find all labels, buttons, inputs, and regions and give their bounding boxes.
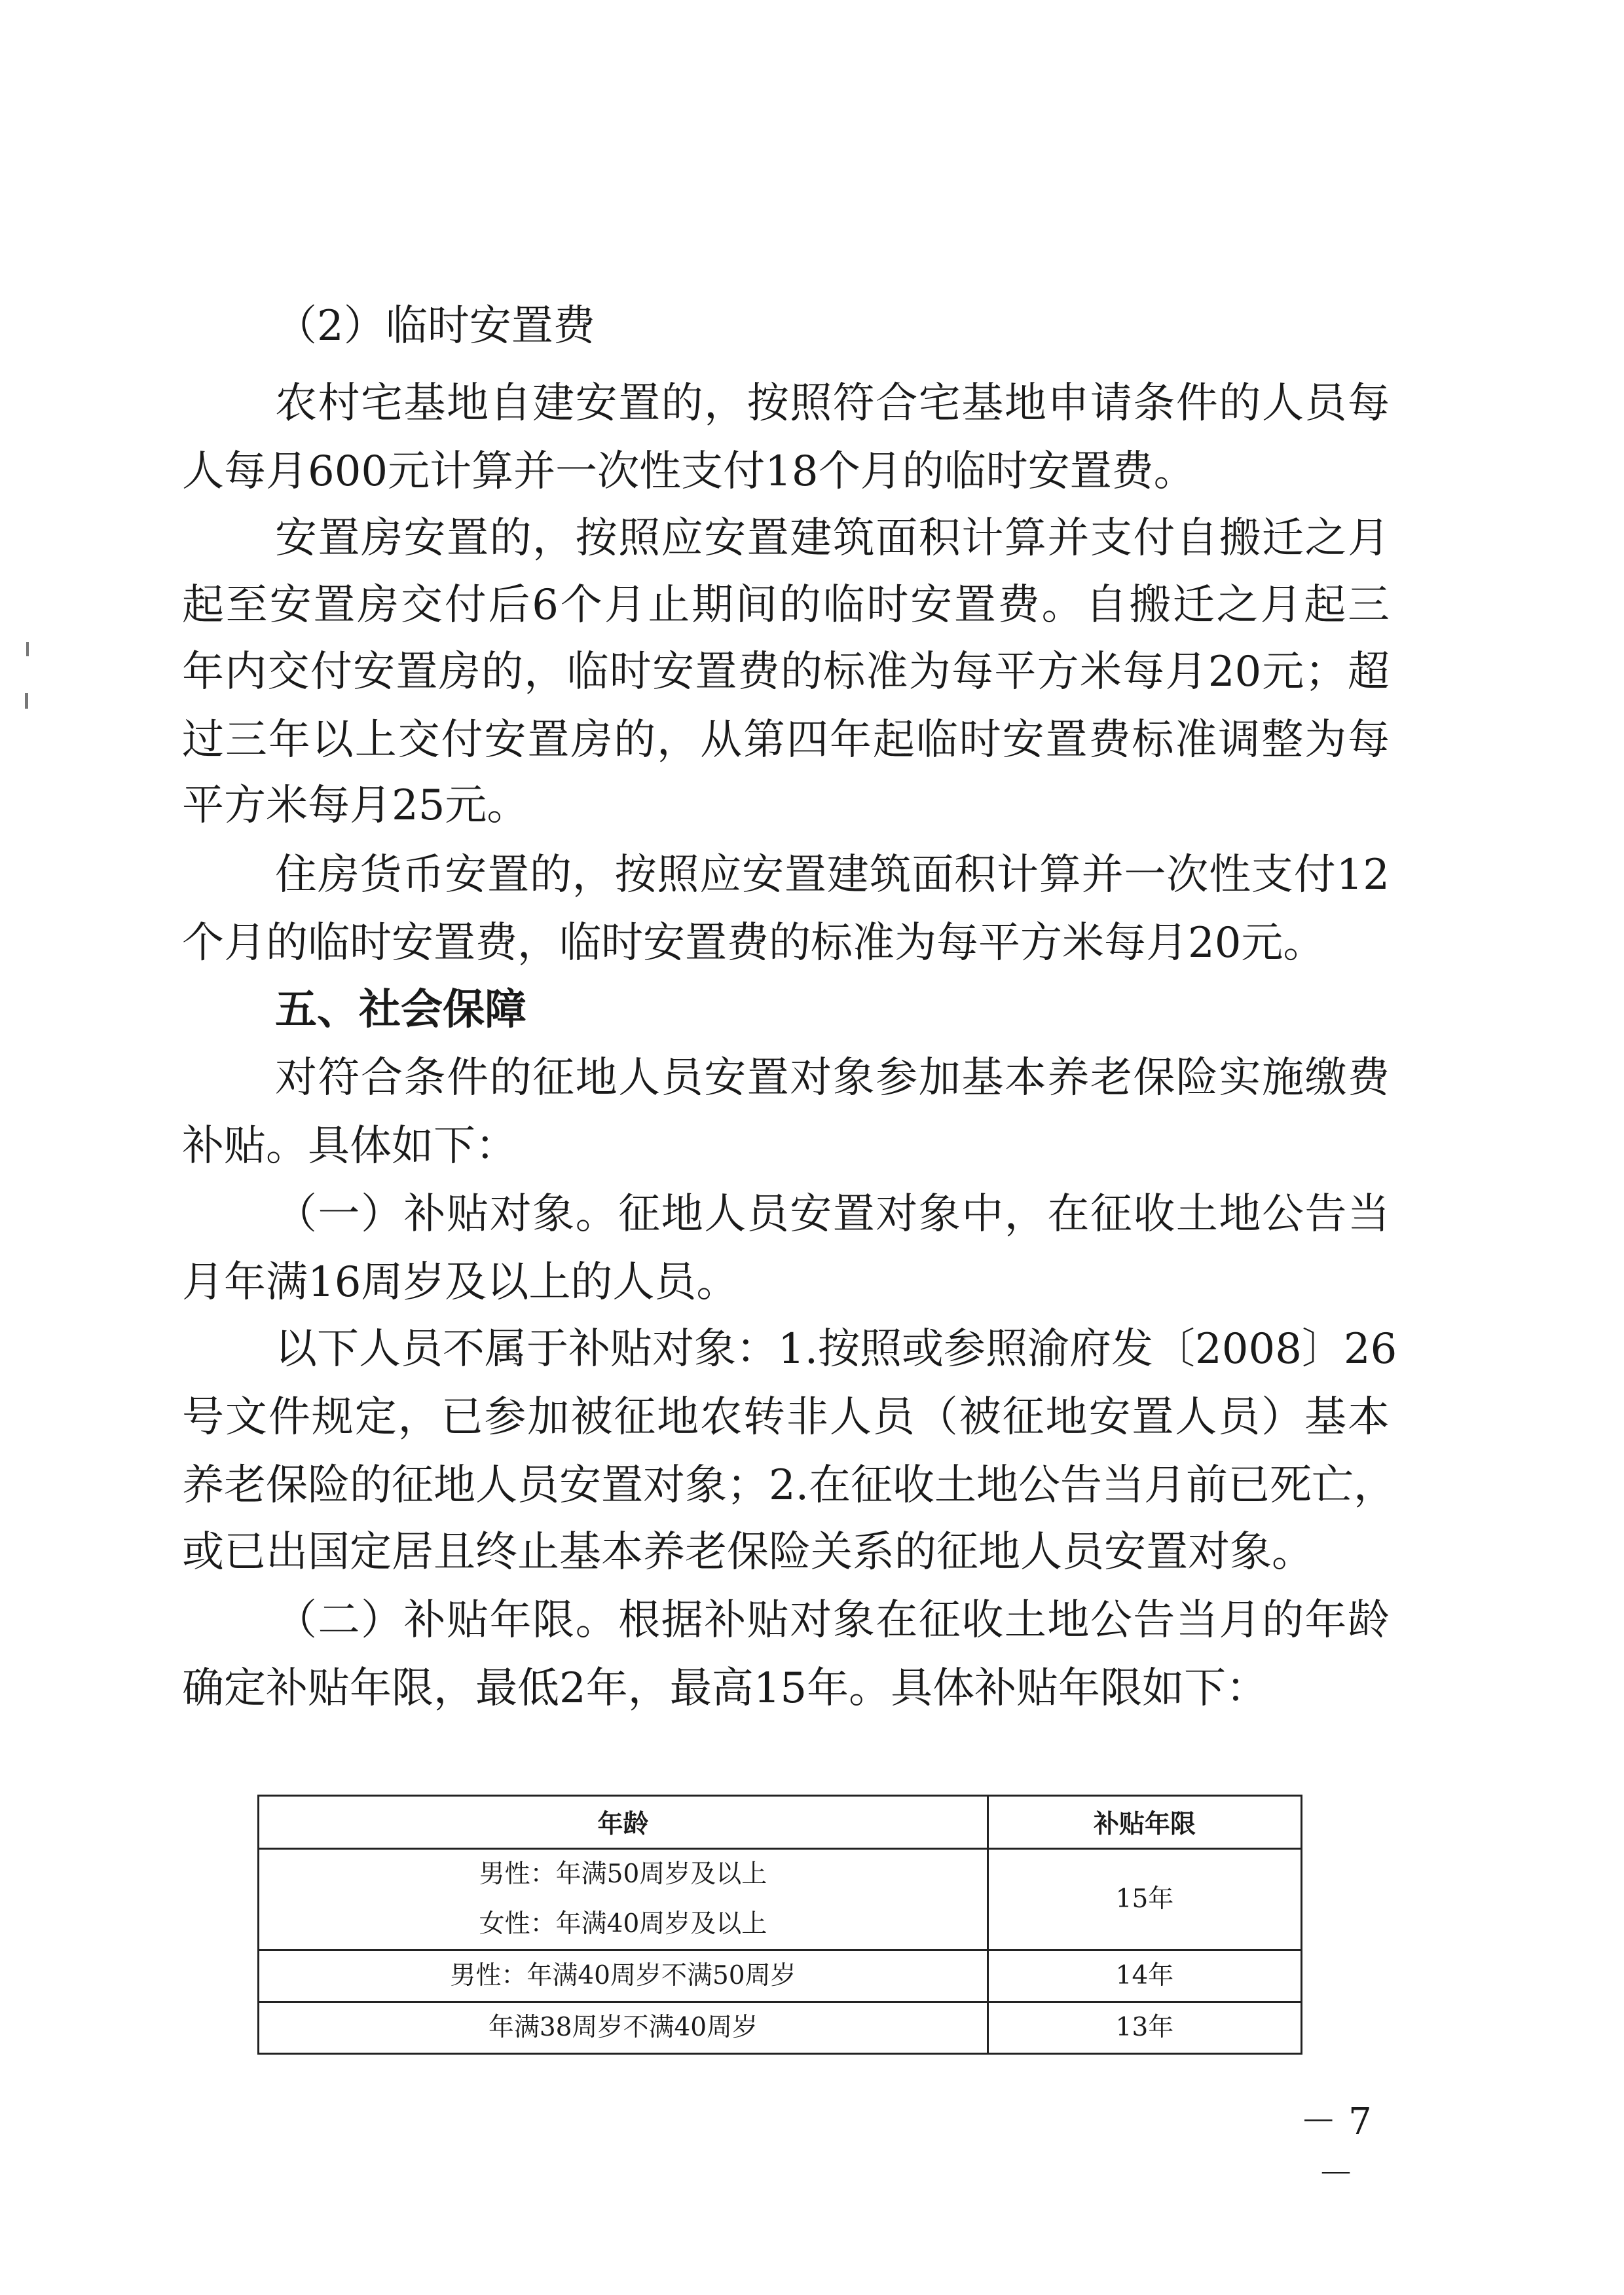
paragraph-line: 或已出国定居且终止基本养老保险关系的征地人员安置对象。 bbox=[182, 1528, 1314, 1577]
table-row bbox=[259, 1950, 1302, 2002]
paragraph-line: 农村宅基地自建安置的，按照符合宅基地申请条件的人员每 bbox=[275, 379, 1390, 428]
table-header-age: 年龄 bbox=[259, 1796, 988, 1849]
paragraph-line: 号文件规定，已参加被征地农转非人员（被征地安置人员）基本 bbox=[182, 1393, 1390, 1442]
paragraph-line: 过三年以上交付安置房的，从第四年起临时安置费标准调整为每 bbox=[182, 716, 1390, 764]
paragraph-line: 补贴。具体如下： bbox=[182, 1122, 517, 1170]
paragraph-line: 月年满16周岁及以上的人员。 bbox=[182, 1258, 739, 1307]
subsection-heading: （2）临时安置费 bbox=[275, 302, 595, 350]
table-cell-age: 年满38周岁不满40周岁 bbox=[259, 2002, 988, 2054]
scan-mark bbox=[25, 693, 28, 709]
table-cell-age: 男性：年满40周岁不满50周岁 bbox=[259, 1950, 988, 2002]
table-row bbox=[259, 2002, 1302, 2054]
paragraph-line: 对符合条件的征地人员安置对象参加基本养老保险实施缴费 bbox=[275, 1054, 1390, 1102]
paragraph-line: （二）补贴年限。根据补贴对象在征收土地公告当月的年龄 bbox=[275, 1596, 1390, 1645]
paragraph-line: 个月的临时安置费，临时安置费的标准为每平方米每月20元。 bbox=[182, 919, 1325, 967]
paragraph-line: 以下人员不属于补贴对象：1.按照或参照渝府发〔2008〕26 bbox=[275, 1325, 1397, 1373]
paragraph-line: 年内交付安置房的，临时安置费的标准为每平方米每月20元；超 bbox=[182, 648, 1390, 696]
subsidy-years-table bbox=[257, 1795, 1302, 2055]
paragraph-line: （一）补贴对象。征地人员安置对象中，在征收土地公告当 bbox=[275, 1190, 1390, 1239]
page-number: － 7 － bbox=[1300, 2100, 1372, 2195]
table-header-row bbox=[259, 1796, 1302, 1849]
table-cell-age bbox=[259, 1849, 988, 1950]
table-cell-years: 14年 bbox=[988, 1950, 1302, 2002]
paragraph-line: 安置房安置的，按照应安置建筑面积计算并支付自搬迁之月 bbox=[275, 514, 1390, 563]
paragraph-line: 住房货币安置的，按照应安置建筑面积计算并一次性支付12 bbox=[275, 851, 1390, 899]
paragraph-line: 确定补贴年限，最低2年，最高15年。具体补贴年限如下： bbox=[182, 1664, 1268, 1713]
paragraph-line: 养老保险的征地人员安置对象；2.在征收土地公告当月前已死亡， bbox=[182, 1461, 1396, 1510]
table-row bbox=[259, 1849, 1302, 1950]
age-text-line: 女性：年满40周岁及以上 bbox=[479, 1909, 767, 1939]
age-text-line: 男性：年满50周岁及以上 bbox=[479, 1859, 767, 1889]
paragraph-line: 起至安置房交付后6个月止期间的临时安置费。自搬迁之月起三 bbox=[182, 581, 1390, 629]
scan-mark bbox=[26, 642, 29, 656]
table-cell-years: 13年 bbox=[988, 2002, 1302, 2054]
paragraph-line: 人每月600元计算并一次性支付18个月的临时安置费。 bbox=[182, 447, 1196, 496]
paragraph-line: 平方米每月25元。 bbox=[182, 781, 529, 830]
table-header-years: 补贴年限 bbox=[988, 1796, 1302, 1849]
table-cell-years: 15年 bbox=[988, 1849, 1302, 1950]
section-heading: 五、社会保障 bbox=[275, 986, 526, 1034]
